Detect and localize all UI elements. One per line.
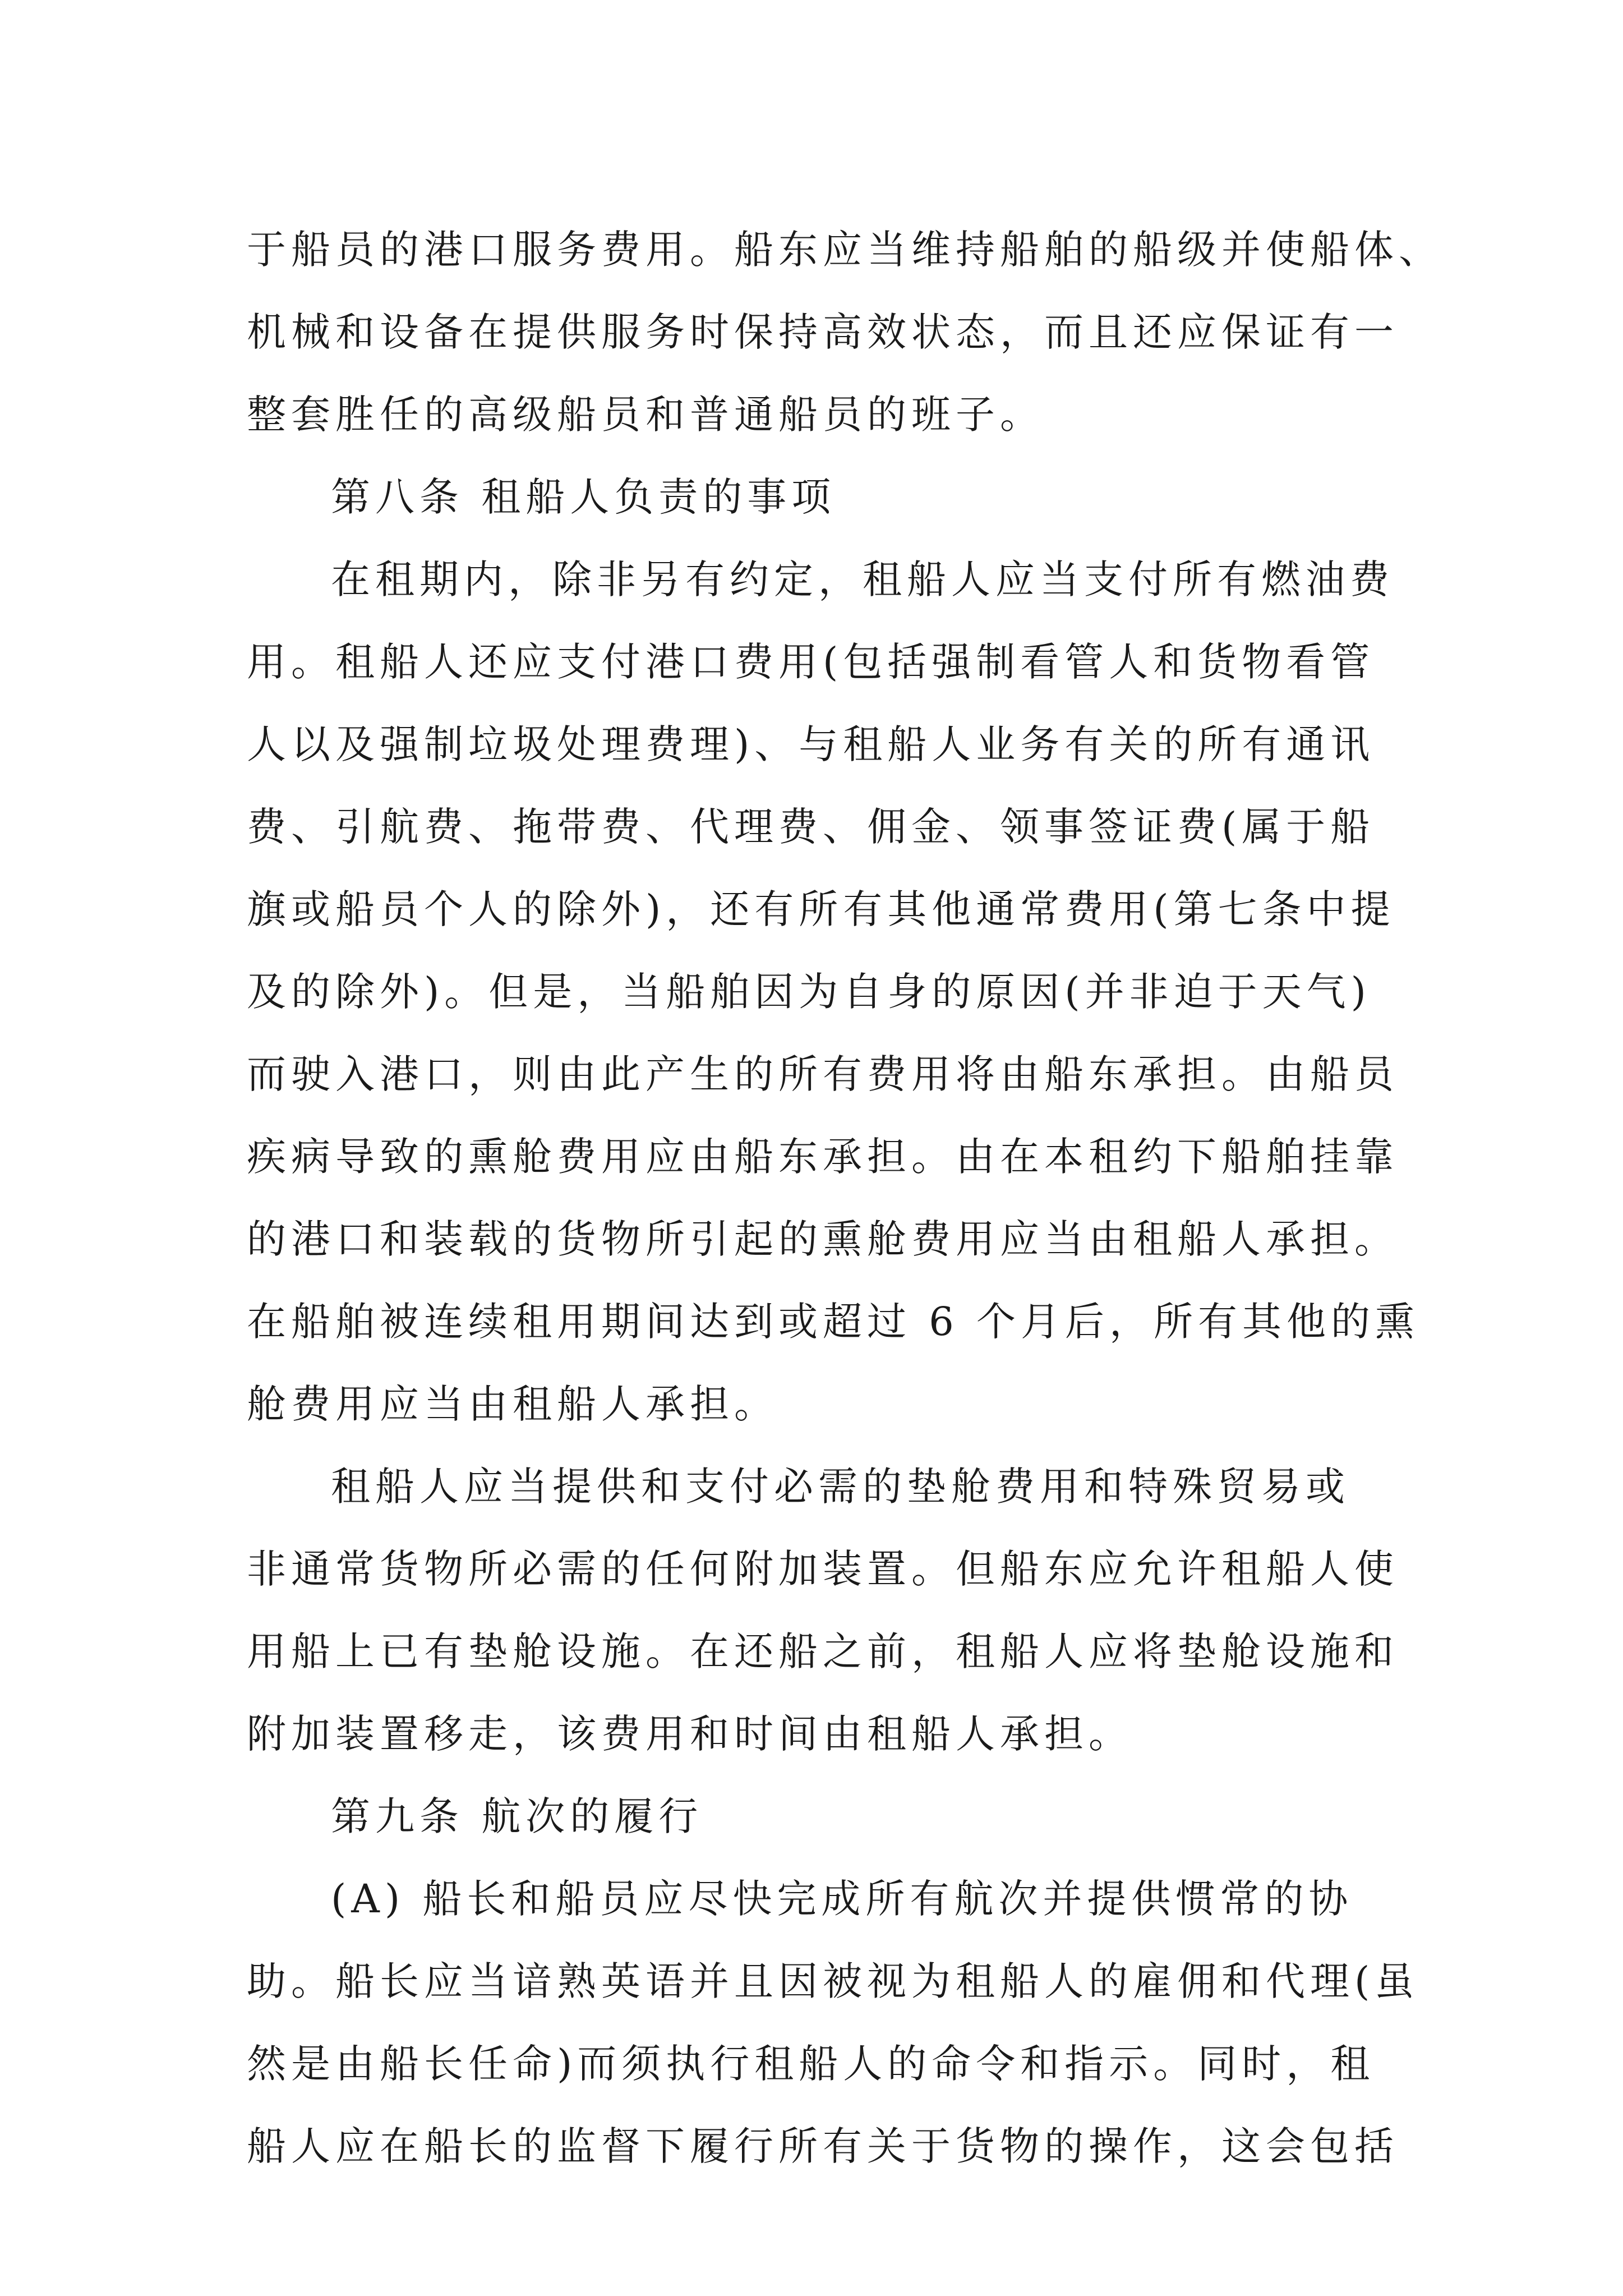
text-line: 的港口和装载的货物所引起的熏舱费用应当由租船人承担。 <box>247 1216 1399 1262</box>
text-line: 在租期内，除非另有约定，租船人应当支付所有燃油费 <box>331 556 1394 602</box>
section-heading-article-8: 第八条 租船人负责的事项 <box>331 474 836 520</box>
text-line: 附加装置移走，该费用和时间由租船人承担。 <box>247 1711 1133 1757</box>
text-line: 疾病导致的熏舱费用应由船东承担。由在本租约下船舶挂靠 <box>247 1134 1399 1180</box>
text-line: 于船员的港口服务费用。船东应当维持船舶的船级并使船体、 <box>247 227 1443 273</box>
text-line: 用船上已有垫舱设施。在还船之前，租船人应将垫舱设施和 <box>247 1628 1399 1674</box>
text-line: 非通常货物所必需的任何附加装置。但船东应允许租船人使 <box>247 1546 1399 1592</box>
text-line: (A) 船长和船员应尽快完成所有航次并提供惯常的协 <box>331 1876 1353 1922</box>
text-line: 船人应在船长的监督下履行所有关于货物的操作，这会包括 <box>247 2123 1399 2169</box>
text-line: 舱费用应当由租船人承担。 <box>247 1381 778 1427</box>
text-line: 整套胜任的高级船员和普通船员的班子。 <box>247 392 1044 438</box>
text-line: 费、引航费、拖带费、代理费、佣金、领事签证费(属于船 <box>247 804 1375 850</box>
text-line: 租船人应当提供和支付必需的垫舱费用和特殊贸易或 <box>331 1464 1350 1510</box>
text-line: 在船舶被连续租用期间达到或超过 6 个月后，所有其他的熏 <box>247 1299 1420 1345</box>
text-line: 助。船长应当谙熟英语并且因被视为租船人的雇佣和代理(虽 <box>247 1958 1419 2004</box>
text-line: 用。租船人还应支付港口费用(包括强制看管人和货物看管 <box>247 639 1375 685</box>
text-line: 旗或船员个人的除外)，还有所有其他通常费用(第七条中提 <box>247 886 1395 932</box>
document-body <box>247 209 1443 2188</box>
text-line: 人以及强制垃圾处理费理)、与租船人业务有关的所有通讯 <box>247 721 1375 767</box>
text-line: 及的除外)。但是，当船舶因为自身的原因(并非迫于天气) <box>247 969 1371 1015</box>
text-line: 而驶入港口，则由此产生的所有费用将由船东承担。由船员 <box>247 1051 1399 1097</box>
text-line: 机械和设备在提供服务时保持高效状态，而且还应保证有一 <box>247 309 1399 355</box>
text-line: 然是由船长任命)而须执行租船人的命令和指示。同时，租 <box>247 2041 1375 2087</box>
section-heading-article-9: 第九条 航次的履行 <box>331 1793 703 1839</box>
